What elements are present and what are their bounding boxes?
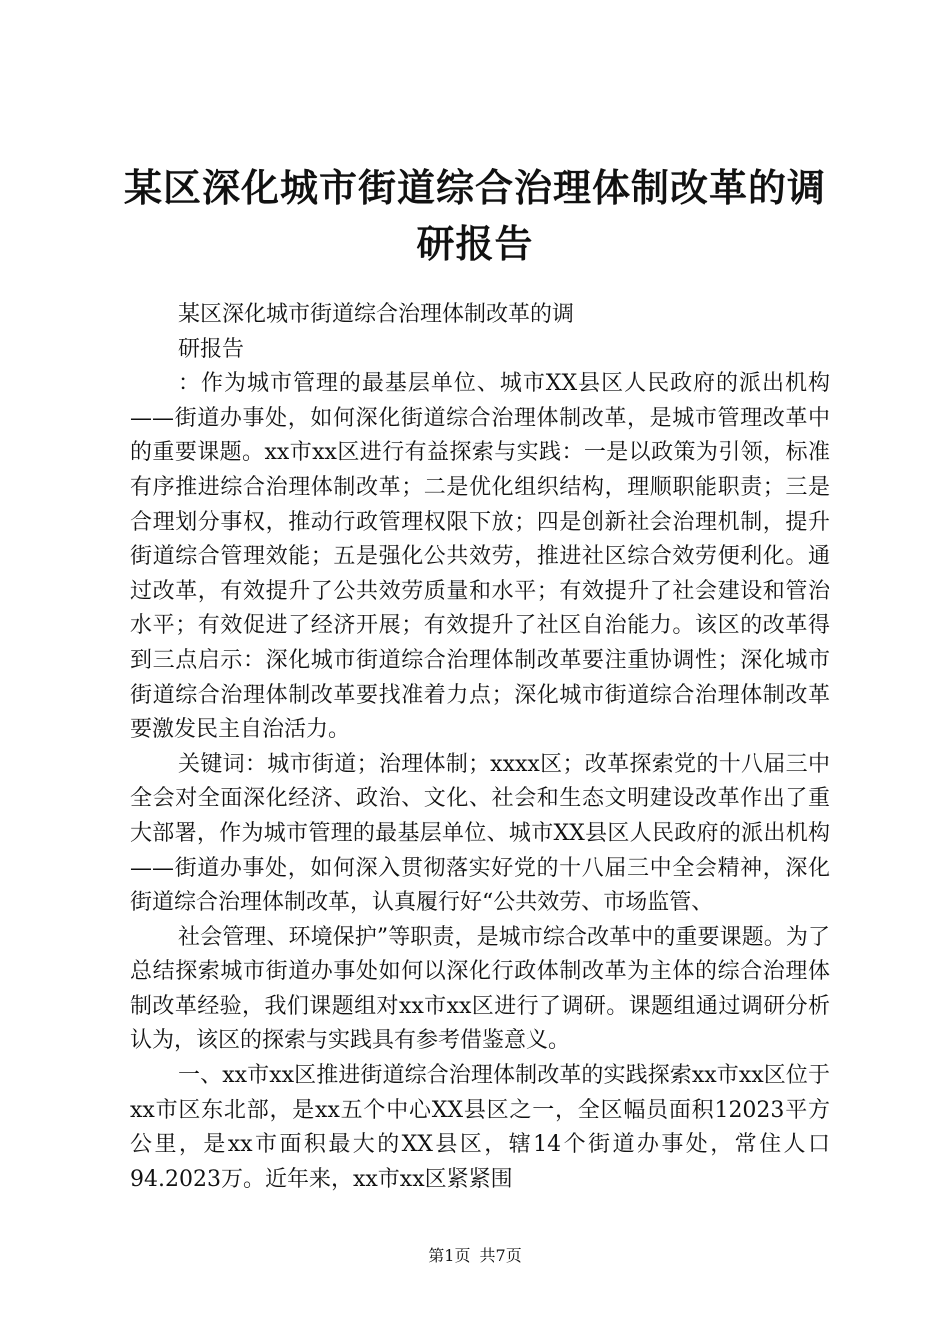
paragraph: 社会管理、环境保护”等职责，是城市综合改革中的重要课题。为了总结探索城市街道办事处如何以深化行政体制改革为主体的综合治理体制改革经验，我们课题组对xx市xx区进行了调研。课题组通过调研分析认为，该区的探索与实践具有参考借鉴意义。 [130, 924, 830, 1054]
page-footer [0, 1243, 950, 1266]
document-body [130, 298, 830, 1197]
paragraph: 研报告 [178, 336, 245, 362]
paragraph: 关键词：城市街道；治理体制；xxxx区；改革探索党的十八届三中全会对全面深化经济、政治、文化、社会和生态文明建设改革作出了重大部署，作为城市管理的最基层单位、城市XX县区人民政府的派出机构——街道办事处，如何深入贯彻落实好党的十八届三中全会精神，深化街道综合治理体制改革，认真履行好“公共效劳、市场监管、 [130, 751, 830, 916]
paragraph: ：作为城市管理的最基层单位、城市XX县区人民政府的派出机构——街道办事处，如何深化街道综合治理体制改革，是城市管理改革中的重要课题。xx市xx区进行有益探索与实践：一是以政策为引领，标准有序推进综合治理体制改革；二是优化组织结构，理顺职能职责；三是合理划分事权，推动行政管理权限下放；四是创新社会治理机制，提升街道综合管理效能；五是强化公共效劳，推进社区综合效劳便利化。通过改革，有效提升了公共效劳质量和水平；有效提升了社会建设和管治水平；有效促进了经济开展；有效提升了社区自治能力。该区的改革得到三点启示：深化城市街道综合治理体制改革要注重协调性；深化城市街道综合治理体制改革要找准着力点；深化城市街道综合治理体制改革要激发民主自治活力。 [130, 371, 830, 743]
page-number: 第1页 [428, 1246, 471, 1265]
document-title: 某区深化城市街道综合治理体制改革的调研报告 [123, 165, 826, 266]
page-total: 共7页 [479, 1246, 522, 1265]
paragraph: 某区深化城市街道综合治理体制改革的调 [178, 302, 575, 327]
paragraph: 一、xx市xx区推进街道综合治理体制改革的实践探索xx市xx区位于xx市区东北部，是xx五个中心XX县区之一，全区幅员面积12023平方公里，是xx市面积最大的XX县区，辖14个街道办事处，常住人口94.2023万。近年来，xx市xx区紧紧围 [130, 1063, 830, 1192]
